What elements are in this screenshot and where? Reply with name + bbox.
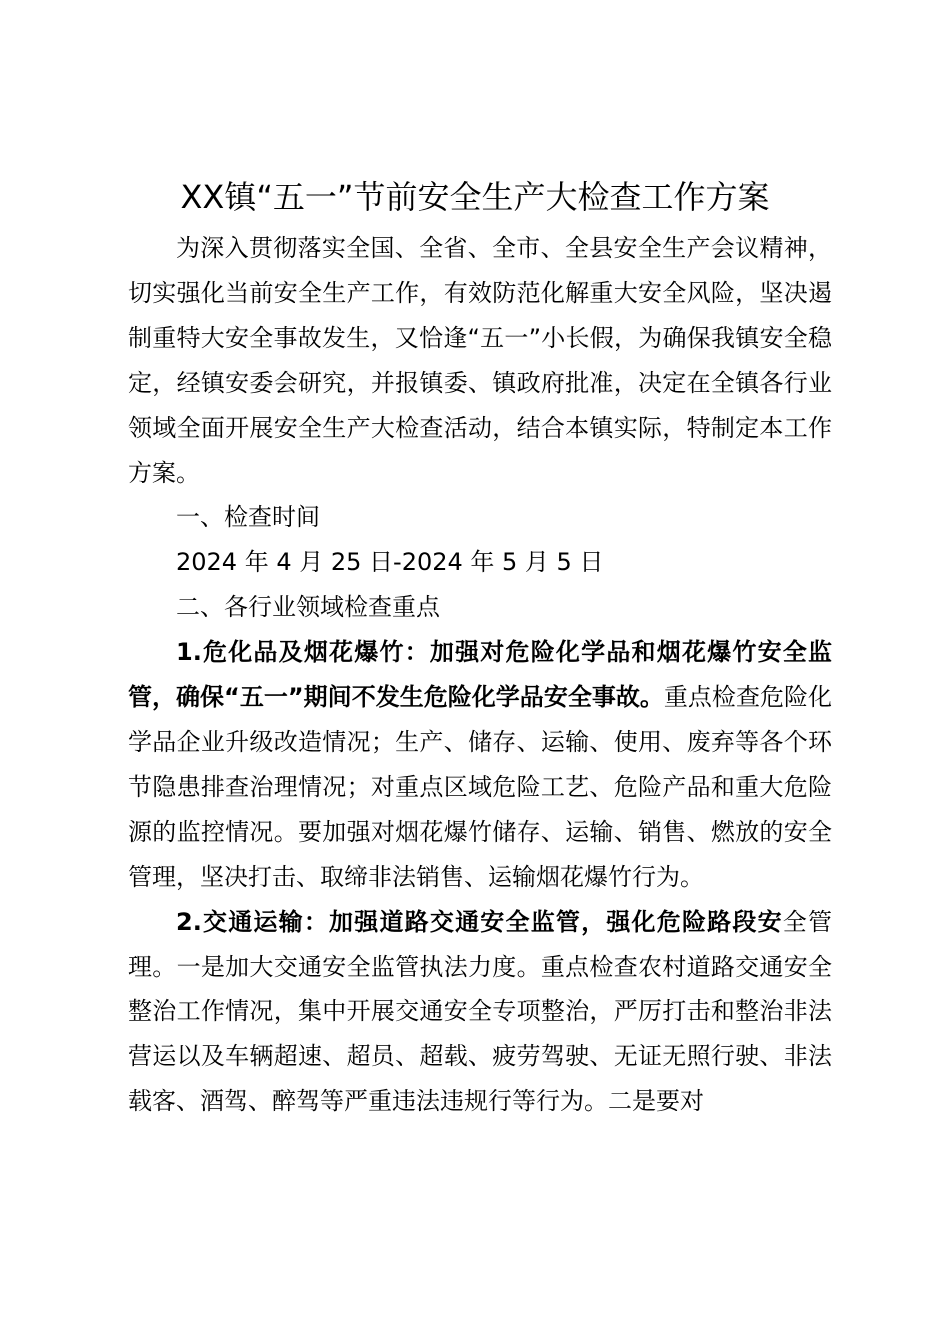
item-hazardous-chemicals — [128, 630, 832, 899]
intro-paragraph: 为深入贯彻落实全国、全省、全市、全县安全生产会议精神，切实强化当前安全生产工作，有效防范化解重大安全风险，坚决遏制重特大安全事故发生，又恰逢“五一”小长假，为确保我镇安全稳定，经镇安委会研究，并报镇委、镇政府批准，决定在全镇各行业领域全面开展安全生产大检查活动，结合本镇实际，特制定本工作方案。 — [128, 234, 832, 487]
document-body — [128, 226, 832, 1124]
item-hazardous-chemicals-lead: 1.危化品及烟花爆竹：加强对危险化学品和烟花爆竹安全监管，确保“五一”期间不发生危险化学品安全事故。 — [128, 638, 832, 712]
item-transportation-lead: 2.交通运输：加强道路交通安全监管，强化危险路段安 — [176, 907, 783, 936]
section-heading-time: 一、检查时间 — [176, 503, 320, 532]
section-heading-focus: 二、各行业领域检查重点 — [176, 593, 440, 622]
item-hazardous-chemicals-body: 重点检查危险化学品企业升级改造情况；生产、储存、运输、使用、废弃等各个环节隐患排查治理情况；对重点区域危险工艺、危险产品和重大危险源的监控情况。要加强对烟花爆竹储存、运输、销售、燃放的安全管理，坚决打击、取缔非法销售、运输烟花爆竹行为。 — [128, 683, 832, 891]
inspection-period: 2024 年 4 月 25 日-2024 年 5 月 5 日 — [176, 548, 604, 577]
document-title: XX镇“五一”节前安全生产大检查工作方案 — [180, 178, 770, 216]
item-transportation — [128, 900, 832, 1125]
item-transportation-body: 全管理。一是加大交通安全监管执法力度。重点检查农村道路交通安全整治工作情况，集中开展交通安全专项整治，严厉打击和整治非法营运以及车辆超速、超员、超载、疲劳驾驶、无证无照行驶、非法载客、酒驾、醉驾等严重违法违规行等行为。二是要对 — [128, 907, 832, 1116]
